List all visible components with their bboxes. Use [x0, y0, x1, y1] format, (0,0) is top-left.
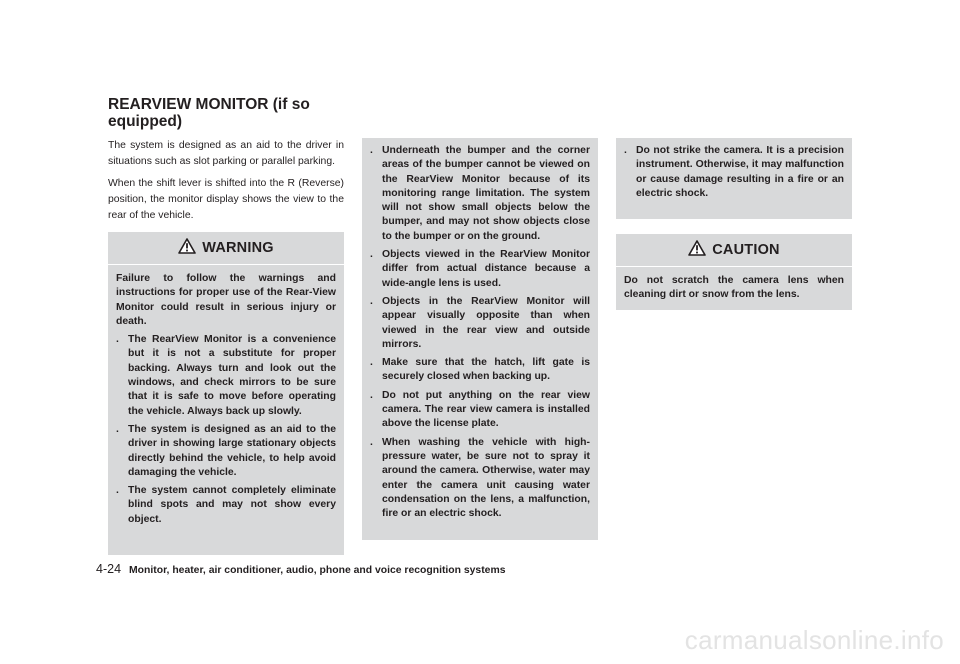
bullet-marker: .	[370, 249, 373, 261]
watermark: carmanualsonline.info	[684, 625, 944, 655]
warning-bullet	[624, 144, 844, 201]
intro-paragraph: When the shift lever is shifted into the R (Reverse) position, the monitor display shows the view to the rear of the vehicle.	[108, 178, 344, 221]
intro-column	[108, 138, 344, 230]
warning-bullet-text: The system is designed as an aid to the driver in showing large stationary objects directly behind the vehicle, to help avoid damaging the vehicle.	[128, 423, 336, 478]
bullet-marker: .	[370, 436, 373, 448]
warning-label: WARNING	[202, 240, 274, 256]
caution-header	[616, 234, 852, 267]
intro-paragraph: The system is designed as an aid to the driver in situations such as slot parking or parallel parking.	[108, 140, 344, 167]
caution-text: Do not scratch the camera lens when cleaning dirt or snow from the lens.	[624, 275, 844, 301]
warning-lead: Failure to follow the warnings and instructions for proper use of the Rear-View Monitor could result in serious injury or death.	[116, 273, 336, 327]
warning-bullet	[370, 295, 590, 352]
warning-continued-body	[362, 138, 598, 521]
warning-bullet-text: The system cannot completely eliminate blind spots and may not show every object.	[128, 485, 336, 525]
page-footer	[96, 562, 505, 576]
warning-bullet-text: Objects viewed in the RearView Monitor differ from actual distance because a wide-angle lens is used.	[382, 249, 590, 289]
caution-label: CAUTION	[712, 242, 780, 258]
bullet-marker: .	[370, 389, 373, 401]
warning-bullet-text: Do not put anything on the rear view camera. The rear view camera is installed above the license plate.	[382, 389, 590, 430]
warning-continued-box	[362, 138, 598, 540]
bullet-marker: .	[116, 423, 119, 435]
warning-bullet	[370, 248, 590, 291]
caution-box	[616, 234, 852, 310]
warning-bullet	[370, 389, 590, 432]
warning-continued-body	[616, 138, 852, 201]
bullet-marker: .	[370, 295, 373, 307]
bullet-marker: .	[116, 485, 119, 497]
bullet-marker: .	[370, 145, 373, 156]
warning-bullet	[370, 356, 590, 385]
warning-bullet-text: Make sure that the hatch, lift gate is securely closed when backing up.	[382, 357, 590, 383]
warning-bullet-text: The RearView Monitor is a convenience but it is not a substitute for proper backing. Always turn and look out the windows, and check mirrors to be sure that it is safe to move before operating the vehicle. Always back up slowly.	[128, 334, 336, 417]
warning-bullet	[116, 484, 336, 527]
warning-bullet	[116, 423, 336, 480]
warning-bullet-text: When washing the vehicle with high-pressure water, be sure not to spray it around the camera. Otherwise, water may enter the camera unit causing water condensation on the lens, a malfunction, fire or an electric shock.	[382, 436, 590, 520]
warning-continued-box	[616, 138, 852, 219]
warning-bullet	[370, 436, 590, 522]
warning-bullet	[116, 333, 336, 419]
warning-bullet-text: Do not strike the camera. It is a precision instrument. Otherwise, it may malfunction or cause damage resulting in a fire or an electric shock.	[636, 145, 844, 199]
bullet-marker: .	[624, 145, 627, 156]
warning-bullet	[370, 144, 590, 244]
caution-triangle-icon	[688, 240, 706, 261]
section-title: REARVIEW MONITOR (if so equipped)	[108, 96, 310, 130]
bullet-marker: .	[116, 334, 119, 346]
warning-box	[108, 232, 344, 555]
warning-body	[108, 265, 344, 527]
warning-bullet-text: Objects in the RearView Monitor will appear visually opposite than when viewed in the rear view and outside mirrors.	[382, 295, 590, 350]
chapter-title: Monitor, heater, air conditioner, audio, phone and voice recognition systems	[129, 565, 506, 576]
warning-triangle-icon	[178, 238, 196, 259]
warning-bullet-text: Underneath the bumper and the corner areas of the bumper cannot be viewed on the RearView Monitor because of its monitoring range limitation. The system will not show small objects below the bumper, and may not show objects close to the bumper or on the ground.	[382, 145, 590, 242]
bullet-marker: .	[370, 357, 373, 369]
warning-header	[108, 232, 344, 265]
page-number: 4-24	[96, 562, 122, 576]
caution-body	[616, 267, 852, 303]
